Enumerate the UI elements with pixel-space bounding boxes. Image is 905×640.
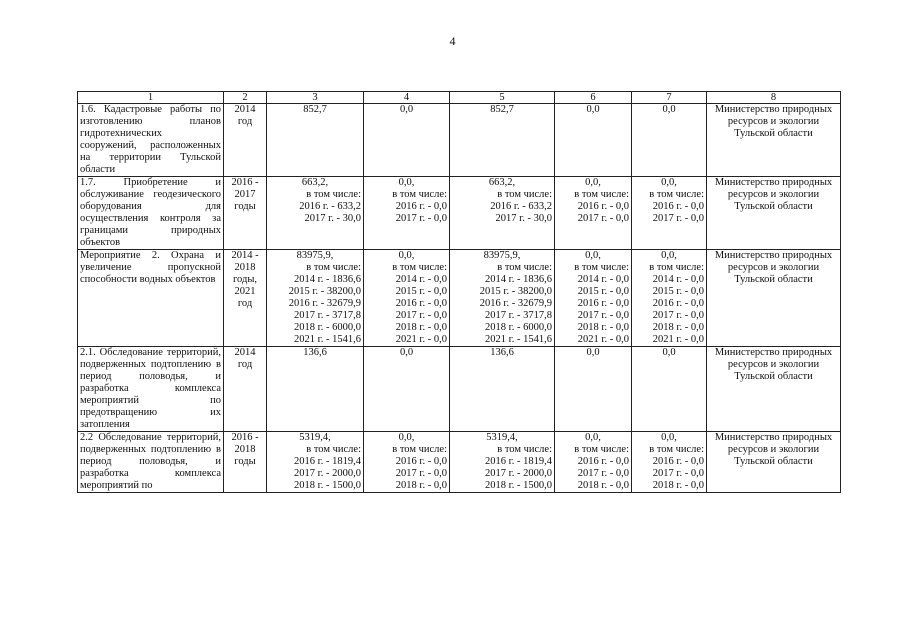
activity-name: 1.6. Кадастровые работы по изготовлению планов гидротехнических сооружений, расположенных на территории Тульской области	[78, 104, 224, 177]
amount-line: в том числе:	[649, 189, 704, 200]
amount-line: 0,0,	[661, 250, 677, 261]
activity-name: 2.2 Обследование территорий, подверженных подтоплению в период половодья, и разработка комплекса мероприятий по	[78, 432, 224, 493]
amount-line: 2017 г. - 0,0	[395, 310, 447, 321]
amount-c5	[450, 347, 555, 432]
amount-line: 2017 г. - 0,0	[652, 468, 704, 479]
amount-line: 2017 г. - 30,0	[304, 213, 361, 224]
period-line: 2014	[234, 104, 256, 115]
amount-line: 2018 г. - 0,0	[652, 322, 704, 333]
period-line: 2014 -	[231, 250, 259, 261]
amount-line: 2016 г. - 0,0	[652, 456, 704, 467]
amount-c4	[364, 177, 450, 250]
column-header: 1	[78, 92, 224, 104]
amount-line: 2016 г. - 1819,4	[485, 456, 552, 467]
column-header: 7	[632, 92, 707, 104]
amount-line: 852,7	[303, 104, 327, 115]
table-row	[78, 104, 841, 177]
amount-line: 2017 г. - 0,0	[395, 213, 447, 224]
amount-line: 2016 г. - 0,0	[577, 201, 629, 212]
amount-line: 0,0	[662, 347, 676, 358]
amount-c3	[267, 250, 364, 347]
amount-line: в том числе:	[497, 262, 552, 273]
amount-line: 5319,4,	[486, 432, 518, 443]
amount-line: 2015 г. - 0,0	[395, 286, 447, 297]
amount-line: 0,0	[399, 104, 414, 115]
amount-line: 0,0,	[398, 177, 415, 188]
period-line: 2017	[234, 189, 256, 200]
period-line: 2021	[234, 286, 256, 297]
amount-line: 2017 г. - 0,0	[395, 468, 447, 479]
column-header: 8	[707, 92, 841, 104]
table-row	[78, 432, 841, 493]
amount-c6	[555, 104, 632, 177]
period-line: годы	[234, 456, 256, 467]
amount-line: 0,0	[586, 347, 600, 358]
amount-c5	[450, 432, 555, 493]
column-header: 4	[364, 92, 450, 104]
period-line: 2018	[234, 444, 256, 455]
amount-line: 2017 г. - 0,0	[652, 310, 704, 321]
executor: Министерство природных ресурсов и экологии Тульской области	[707, 250, 841, 347]
amount-line: 2016 г. - 0,0	[577, 298, 629, 309]
amount-line: 5319,4,	[299, 432, 331, 443]
amount-line: 2015 г. - 38200,0	[479, 286, 552, 297]
amount-line: 852,7	[490, 104, 514, 115]
amount-line: 2014 г. - 1836,6	[294, 274, 361, 285]
amount-line: 2014 г. - 0,0	[577, 274, 629, 285]
amount-line: в том числе:	[574, 189, 629, 200]
period-line: год	[237, 298, 253, 309]
amount-line: в том числе:	[306, 262, 361, 273]
amount-line: 2017 г. - 2000,0	[485, 468, 552, 479]
amount-line: 2014 г. - 0,0	[652, 274, 704, 285]
amount-line: 136,6	[490, 347, 514, 358]
amount-line: 2018 г. - 0,0	[652, 480, 704, 491]
column-header: 2	[224, 92, 267, 104]
amount-c4	[364, 347, 450, 432]
amount-line: 2021 г. - 1541,6	[485, 334, 552, 345]
amount-line: 0,0	[662, 104, 676, 115]
table-row	[78, 177, 841, 250]
amount-line: 2017 г. - 3717,8	[485, 310, 552, 321]
period-line: год	[237, 359, 253, 370]
amount-line: в том числе:	[497, 189, 552, 200]
page-number: 4	[449, 34, 456, 48]
amount-line: 136,6	[303, 347, 327, 358]
amount-line: 2021 г. - 1541,6	[294, 334, 361, 345]
amount-line: 2018 г. - 0,0	[577, 480, 629, 491]
amount-line: в том числе:	[649, 262, 704, 273]
amount-line: в том числе:	[649, 444, 704, 455]
amount-c5	[450, 250, 555, 347]
amount-line: 663,2,	[488, 177, 516, 188]
amount-line: 2015 г. - 38200,0	[288, 286, 361, 297]
amount-line: 2017 г. - 2000,0	[294, 468, 361, 479]
amount-line: 2014 г. - 1836,6	[485, 274, 552, 285]
amount-line: 2018 г. - 1500,0	[485, 480, 552, 491]
amount-line: 0,0,	[661, 432, 677, 443]
period	[224, 250, 267, 347]
amount-c4	[364, 250, 450, 347]
activity-name: 2.1. Обследование территорий, подверженных подтоплению в период половодья, и разработка комплекса мероприятий по предотвращению их затопления	[78, 347, 224, 432]
amount-line: 2017 г. - 3717,8	[294, 310, 361, 321]
amount-line: 2016 г. - 32679,9	[288, 298, 361, 309]
amount-line: 2018 г. - 0,0	[577, 322, 629, 333]
amount-line: 0,0,	[398, 250, 415, 261]
activity-name: 1.7. Приобретение и обслуживание геодезического оборудования для осуществления контроля за границами природных объектов	[78, 177, 224, 250]
executor: Министерство природных ресурсов и экологии Тульской области	[707, 177, 841, 250]
amount-c3	[267, 347, 364, 432]
amount-line: 2018 г. - 6000,0	[485, 322, 552, 333]
amount-line: 2021 г. - 0,0	[395, 334, 447, 345]
amount-line: 2017 г. - 0,0	[577, 310, 629, 321]
amount-line: 0,0	[586, 104, 600, 115]
period	[224, 347, 267, 432]
amount-c5	[450, 104, 555, 177]
period	[224, 177, 267, 250]
table-row	[78, 347, 841, 432]
amount-line: 2017 г. - 30,0	[495, 213, 552, 224]
amount-line: 2016 г. - 0,0	[577, 456, 629, 467]
amount-line: 2016 г. - 0,0	[652, 201, 704, 212]
amount-c4	[364, 432, 450, 493]
executor: Министерство природных ресурсов и экологии Тульской области	[707, 347, 841, 432]
amount-line: 2015 г. - 0,0	[577, 286, 629, 297]
amount-line: 2016 г. - 1819,4	[294, 456, 361, 467]
amount-line: в том числе:	[306, 444, 361, 455]
amount-c6	[555, 250, 632, 347]
executor: Министерство природных ресурсов и экологии Тульской области	[707, 104, 841, 177]
amount-line: в том числе:	[392, 262, 447, 273]
amount-line: 2014 г. - 0,0	[395, 274, 447, 285]
amount-line: 83975,9,	[296, 250, 334, 261]
period-line: 2016 -	[231, 432, 259, 443]
amount-line: 2015 г. - 0,0	[652, 286, 704, 297]
amount-line: 0,0	[399, 347, 414, 358]
amount-c6	[555, 177, 632, 250]
header-row	[78, 92, 841, 104]
amount-c3	[267, 104, 364, 177]
period	[224, 432, 267, 493]
amount-line: 0,0,	[398, 432, 415, 443]
amount-c3	[267, 177, 364, 250]
amount-line: 2016 г. - 0,0	[395, 201, 447, 212]
amount-line: в том числе:	[574, 262, 629, 273]
amount-line: 2017 г. - 0,0	[652, 213, 704, 224]
column-header: 3	[267, 92, 364, 104]
executor: Министерство природных ресурсов и экологии Тульской области	[707, 432, 841, 493]
activities-table	[77, 91, 841, 493]
amount-line: 83975,9,	[483, 250, 521, 261]
period-line: годы	[234, 201, 256, 212]
amount-line: 2018 г. - 0,0	[395, 480, 447, 491]
amount-line: 2018 г. - 1500,0	[294, 480, 361, 491]
amount-line: 2021 г. - 0,0	[652, 334, 704, 345]
amount-line: в том числе:	[574, 444, 629, 455]
amount-line: 2018 г. - 6000,0	[294, 322, 361, 333]
amount-c7	[632, 432, 707, 493]
column-header: 5	[450, 92, 555, 104]
amount-c4	[364, 104, 450, 177]
amount-line: 0,0,	[585, 250, 601, 261]
amount-line: 663,2,	[301, 177, 329, 188]
amount-line: 0,0,	[585, 432, 601, 443]
amount-line: 2016 г. - 0,0	[395, 298, 447, 309]
amount-c7	[632, 177, 707, 250]
amount-line: в том числе:	[392, 189, 447, 200]
amount-c6	[555, 347, 632, 432]
period-line: 2018	[234, 262, 256, 273]
amount-line: 2021 г. - 0,0	[577, 334, 629, 345]
period-line: годы,	[232, 274, 257, 285]
amount-c6	[555, 432, 632, 493]
amount-line: в том числе:	[497, 444, 552, 455]
amount-line: в том числе:	[392, 444, 447, 455]
table-row	[78, 250, 841, 347]
amount-line: 2016 г. - 633,2	[299, 201, 361, 212]
amount-c7	[632, 104, 707, 177]
amount-line: 0,0,	[661, 177, 677, 188]
amount-line: 2016 г. - 633,2	[490, 201, 552, 212]
amount-line: 2016 г. - 0,0	[652, 298, 704, 309]
amount-c5	[450, 177, 555, 250]
amount-c7	[632, 250, 707, 347]
period-line: год	[237, 116, 253, 127]
amount-c7	[632, 347, 707, 432]
amount-line: 2016 г. - 0,0	[395, 456, 447, 467]
amount-line: 2018 г. - 0,0	[395, 322, 447, 333]
amount-line: 2017 г. - 0,0	[577, 213, 629, 224]
amount-line: в том числе:	[306, 189, 361, 200]
amount-c3	[267, 432, 364, 493]
period-line: 2014	[234, 347, 256, 358]
period	[224, 104, 267, 177]
amount-line: 2016 г. - 32679,9	[479, 298, 552, 309]
activity-name: Мероприятие 2. Охрана и увеличение пропускной способности водных объектов	[78, 250, 224, 347]
amount-line: 2017 г. - 0,0	[577, 468, 629, 479]
amount-line: 0,0,	[585, 177, 601, 188]
table-body	[78, 92, 841, 493]
period-line: 2016 -	[231, 177, 259, 188]
column-header: 6	[555, 92, 632, 104]
